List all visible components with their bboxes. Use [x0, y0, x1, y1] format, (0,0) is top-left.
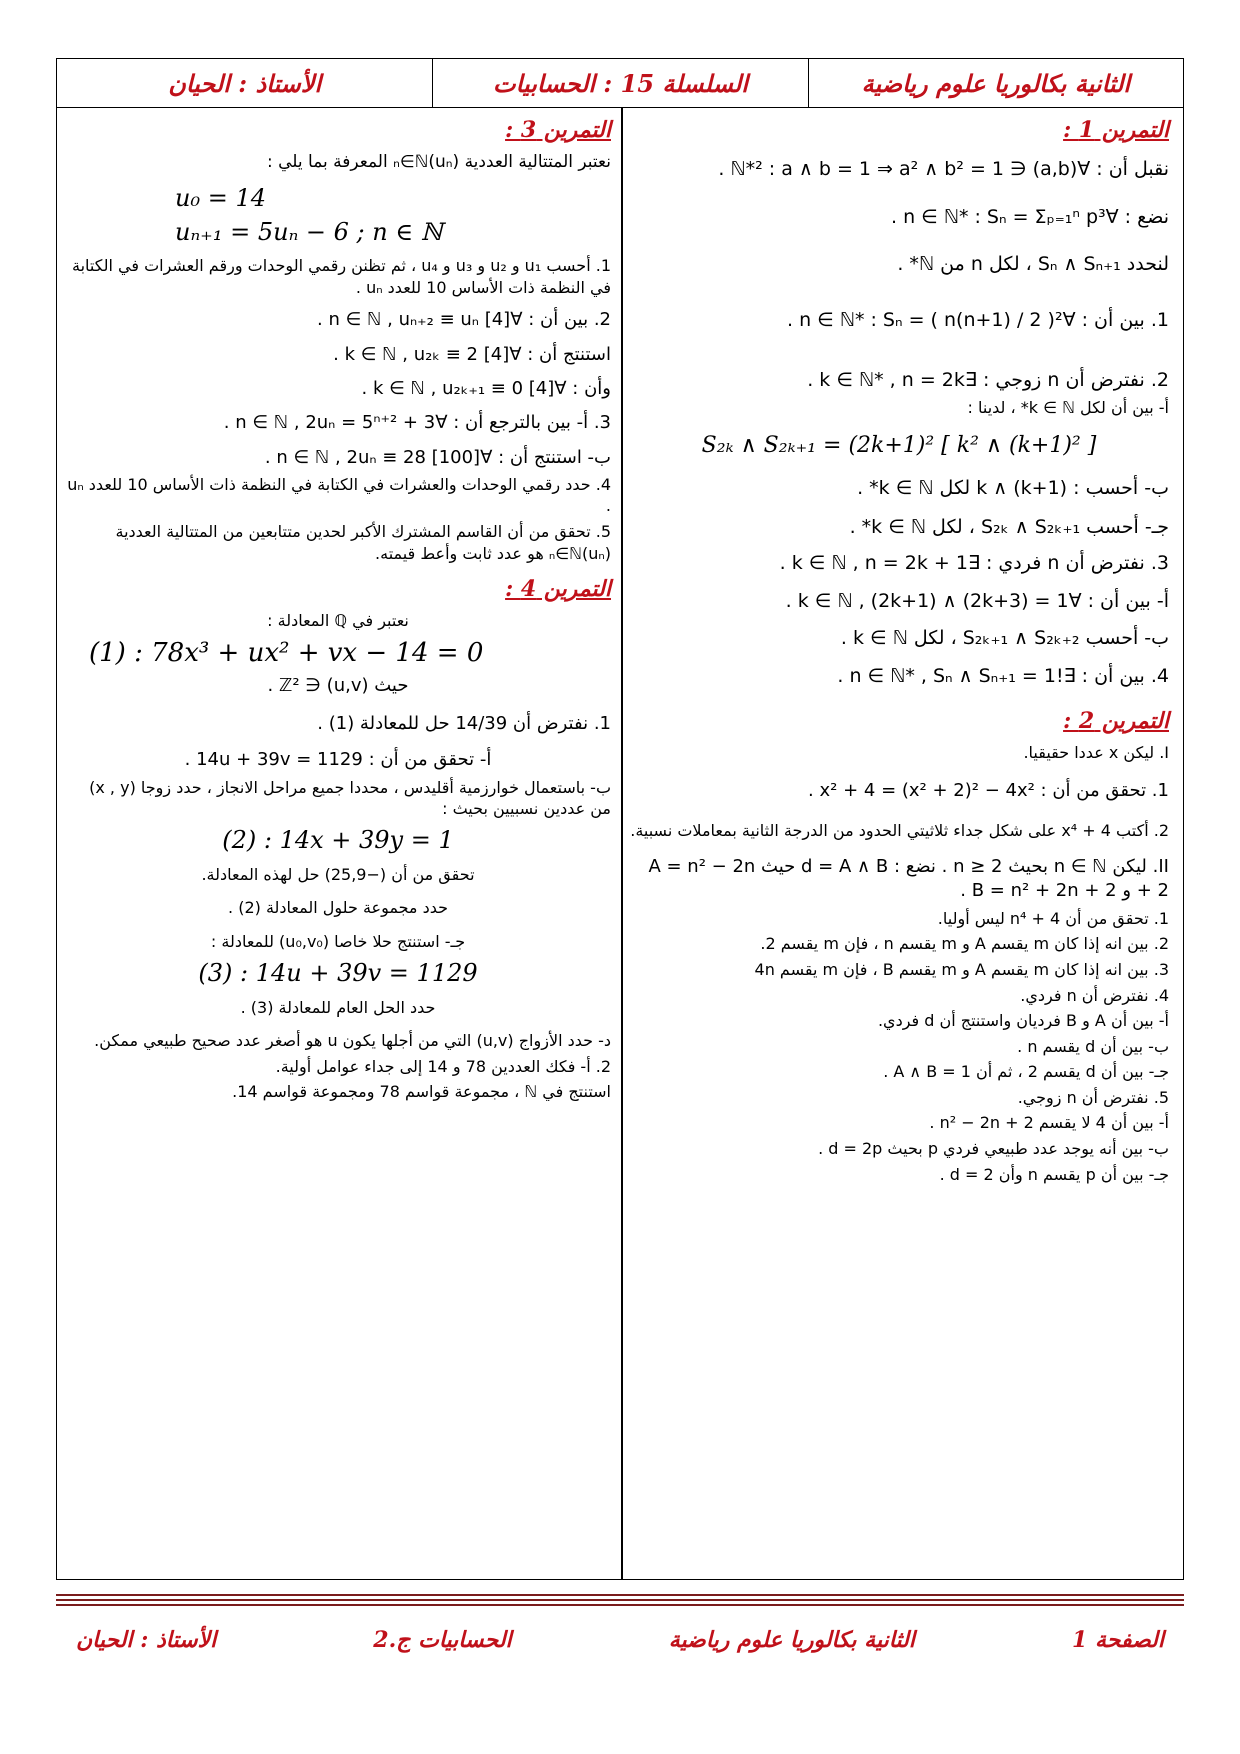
ex1-q4: 4. بين أن : ∃!n ∈ ℕ* , Sₙ ∧ Sₙ₊₁ = 1 .	[837, 665, 1169, 687]
ex1-q1: 1. بين أن : ∀n ∈ ℕ* : Sₙ = ( n(n+1) / 2 )² .	[786, 308, 1169, 331]
ex1-line-2: نضع : ∀n ∈ ℕ* : Sₙ = Σₚ₌₁ⁿ p³ .	[890, 205, 1169, 228]
ex4-q1b: ب- باستعمال خوارزمية أقليدس ، محددا جميع مراحل الانجاز ، حدد زوجا (x , y) من عددين نسبيين بحيث :	[89, 777, 611, 819]
exercise-3-title: التمرين 3 :	[505, 117, 611, 143]
left-column	[61, 111, 617, 1107]
ex4-set-2: حدد مجموعة حلول المعادلة (2) .	[228, 898, 448, 918]
exercise-4-title: التمرين 4 :	[505, 576, 611, 603]
ex4-general-3: حدد الحل العام للمعادلة (3) .	[240, 997, 436, 1017]
footer-subject: الحسابيات ج.2	[373, 1627, 512, 1653]
header-level: الثانية بكالوريا علوم رياضية	[808, 59, 1183, 107]
ex4-q1d: د- حدد الأزواج (u,v) التي من أجلها يكون u هو أصغر عدد صحيح طبيعي ممكن.	[94, 1031, 611, 1051]
ex3-q3b: ب- استنتج أن : ∀n ∈ ℕ , 2uₙ ≡ 28 [100] .	[264, 446, 611, 468]
ex1-q3a: أ- بين أن : ∀k ∈ ℕ , (2k+1) ∧ (2k+3) = 1 .	[785, 589, 1169, 612]
ex1-q2a: أ- بين أن لكل k ∈ ℕ* ، لدينا :	[967, 398, 1169, 418]
footer-rule-1	[56, 1594, 1184, 1596]
ex4-where: حيث (u,v) ∈ ℤ² .	[267, 674, 409, 696]
ex4-equation-1: (1) : 78x³ + ux² + vx − 14 = 0	[89, 637, 484, 668]
ex1-q3b: ب- أحسب S₂ₖ₊₁ ∧ S₂ₖ₊₂ ، لكل k ∈ ℕ .	[840, 627, 1169, 650]
ex3-system-line-1: u₀ = 14	[175, 183, 266, 212]
footer-level: الثانية بكالوريا علوم رياضية	[668, 1627, 915, 1653]
ex3-q3: 3. أ- بين بالترجع أن : ∀n ∈ ℕ , 2uₙ = 5ⁿ⁺² + 3 .	[223, 412, 611, 434]
ex1-q2c: جـ- أحسب S₂ₖ ∧ S₂ₖ₊₁ ، لكل k ∈ ℕ* .	[849, 516, 1169, 539]
header	[57, 59, 1183, 108]
header-teacher: الأستاذ : الحيان	[168, 68, 322, 98]
ex3-intro: نعتبر المتتالية العددية (uₙ)ₙ∈ℕ المعرفة بما يلي :	[266, 152, 611, 172]
ex4-equation-2: (2) : 14x + 39y = 1	[222, 825, 454, 854]
right-column	[625, 111, 1177, 1189]
ex4-intro: نعتبر في ℚ المعادلة :	[267, 611, 409, 631]
ex3-q2a: استنتج أن : ∀k ∈ ℕ , u₂ₖ ≡ 2 [4] .	[333, 343, 611, 365]
ex4-q1c: جـ- استنتج حلا خاصا (u₀,v₀) للمعادلة :	[210, 932, 466, 952]
footer-rule-2	[56, 1599, 1184, 1601]
exercise-2-title: التمرين 2 :	[1063, 707, 1169, 734]
ex2-q2: 2. أكتب x⁴ + 4 على شكل جداء ثلاثيتي الحدود من الدرجة الثانية بمعاملات نسبية.	[630, 820, 1169, 840]
ex2-q4b: 4. نفترض أن n فردي.	[1020, 985, 1169, 1005]
ex4-equation-3: (3) : 14u + 39v = 1129	[198, 958, 478, 987]
ex2-q3b: 3. بين انه إذا كان m يقسم A و m يقسم B ، فإن m يقسم 4n	[754, 959, 1169, 979]
ex4-q2: 2. أ- فكك العددين 78 و 14 إلى جداء عوامل أولية.	[275, 1056, 611, 1076]
footer-rule-3	[56, 1604, 1184, 1606]
ex1-q2: 2. نفترض أن n زوجي : ∃k ∈ ℕ* , n = 2k .	[807, 368, 1169, 391]
ex2-q2b: 2. بين انه إذا كان m يقسم A و m يقسم n ، فإن m يقسم 2.	[760, 934, 1169, 954]
ex3-system	[175, 182, 611, 249]
ex2-q1: 1. تحقق من أن : x² + 4 = (x² + 2)² − 4x² .	[808, 780, 1169, 802]
ex3-q1: 1. أحسب u₁ و u₂ و u₃ و u₄ ، ثم تظنن رقمي الوحدات ورقم العشرات في الكتابة في النظمة ذات الأساس 10 للعدد uₙ .	[72, 256, 611, 297]
ex2-q4bb: ب- بين أن d يقسم n .	[1017, 1036, 1169, 1056]
ex3-q2b: وأن : ∀k ∈ ℕ , u₂ₖ₊₁ ≡ 0 [4] .	[361, 377, 611, 399]
footer	[56, 1620, 1184, 1660]
ex2-q4c: جـ- بين أن d يقسم 2 ، ثم أن A ∧ B = 1 .	[883, 1062, 1169, 1082]
footer-teacher: الأستاذ : الحيان	[76, 1627, 217, 1653]
ex2-q5c: جـ- بين أن p يقسم n وأن d = 2 .	[939, 1164, 1169, 1184]
ex3-system-line-2: uₙ₊₁ = 5uₙ − 6 ; n ∈ ℕ	[175, 217, 443, 246]
ex2-q5a: أ- بين أن 4 لا يقسم n² − 2n + 2 .	[929, 1113, 1169, 1133]
header-series: السلسلة 15 : الحسابيات	[432, 59, 807, 107]
ex3-q5: 5. تحقق من أن القاسم المشترك الأكبر لحدين متتابعين من المتتالية العددية (uₙ)ₙ∈ℕ هو عدد ثابت وأعط قيمته.	[115, 521, 611, 563]
ex2-q1b: 1. تحقق من أن n⁴ + 4 ليس أوليا.	[937, 908, 1169, 928]
ex1-q2b: ب- أحسب : k ∧ (k+1) لكل k ∈ ℕ* .	[857, 476, 1169, 499]
ex2-q4a: أ- بين أن A و B فرديان واستنتج أن d فردي.	[877, 1011, 1169, 1031]
ex3-q2: 2. بين أن : ∀n ∈ ℕ , uₙ₊₂ ≡ uₙ [4] .	[317, 309, 611, 331]
footer-page: الصفحة 1	[1072, 1627, 1164, 1653]
ex2-part-2: II. ليكن n ∈ ℕ بحيث n ≥ 2 . نضع : d = A ∧ B حيث A = n² − 2n + 2 و B = n² + 2n + 2 .	[648, 856, 1169, 902]
ex4-q1: 1. نفترض أن 14/39 حل للمعادلة (1) .	[317, 713, 611, 735]
ex1-line-3: لنحدد Sₙ ∧ Sₙ₊₁ ، لكل n من ℕ* .	[897, 253, 1169, 276]
ex4-check: تحقق من أن (−25,9) حل لهذه المعادلة.	[201, 864, 475, 884]
ex1-q3: 3. نفترض أن n فردي : ∃k ∈ ℕ , n = 2k + 1 .	[779, 552, 1169, 575]
ex3-q4: 4. حدد رقمي الوحدات والعشرات في الكتابة في النظمة ذات الأساس 10 للعدد uₙ .	[67, 474, 611, 516]
ex1-line-1: نقبل أن : ∀(a,b) ∈ ℕ*² : a ∧ b = 1 ⇒ a² ∧ b² = 1 .	[718, 158, 1169, 180]
column-divider	[621, 107, 623, 1579]
exercise-1-title: التمرين 1 :	[1063, 117, 1169, 143]
ex1-q2a-equation: S₂ₖ ∧ S₂ₖ₊₁ = (2k+1)² [ k² ∧ (k+1)² ]	[701, 432, 1097, 458]
ex2-q5b: ب- بين أنه يوجد عدد طبيعي فردي p بحيث d = 2p .	[818, 1139, 1169, 1159]
ex4-q1a: أ- تحقق من أن : 14u + 39v = 1129 .	[184, 749, 492, 771]
ex2-q5: 5. نفترض أن n زوجي.	[1017, 1087, 1169, 1107]
ex4-q2b: استنتج في ℕ ، مجموعة قواسم 78 ومجموعة قواسم 14.	[232, 1082, 611, 1102]
ex2-part-1: I. ليكن x عددا حقيقيا.	[1023, 742, 1169, 762]
page-frame	[56, 58, 1184, 1580]
